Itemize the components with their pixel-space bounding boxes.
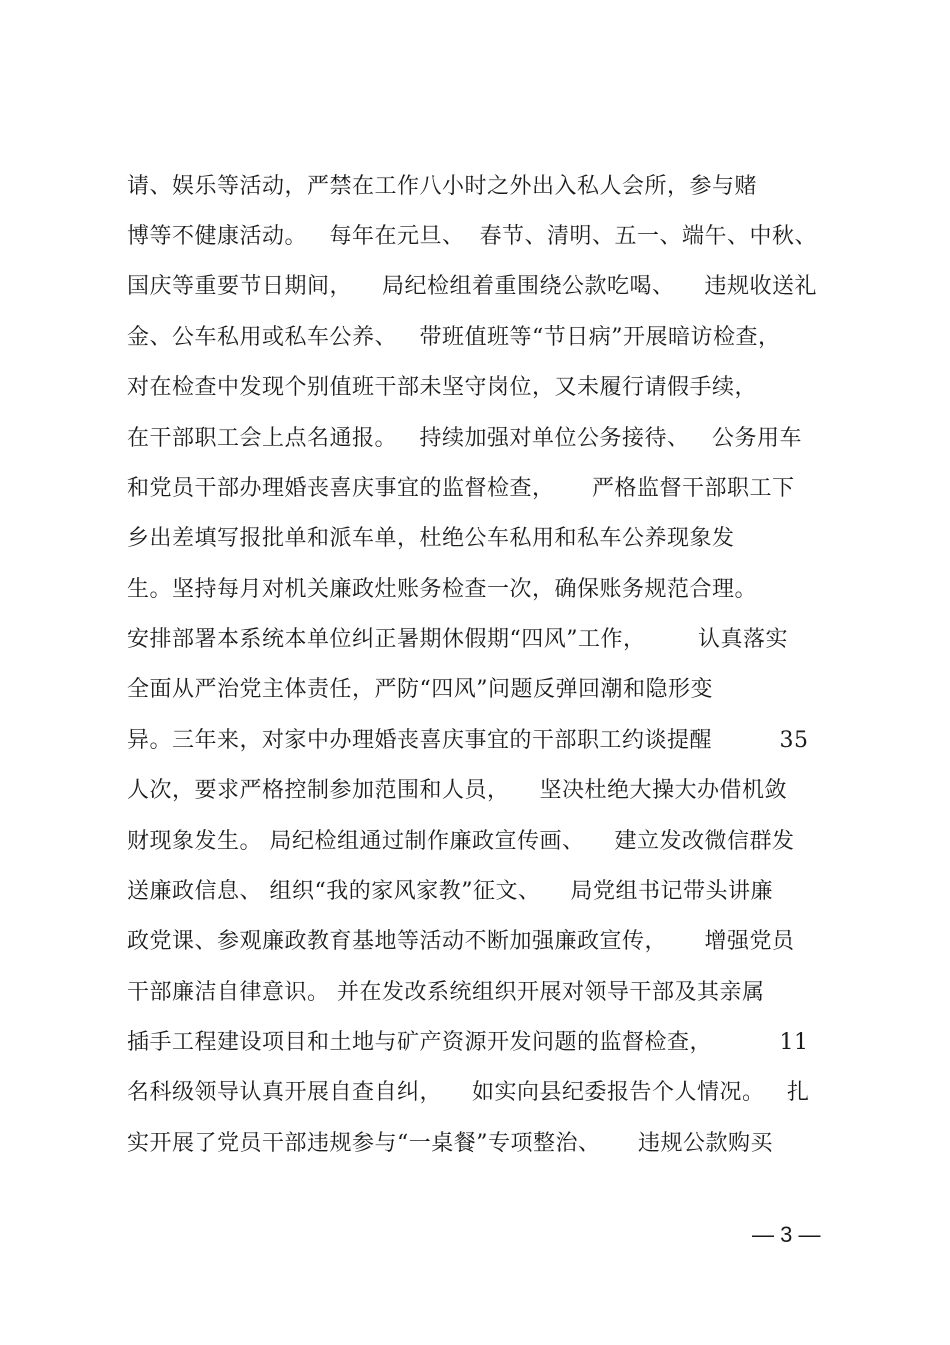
text-line: 安排部署本系统本单位纠正暑期休假期“四风”工作， 认真落实	[127, 627, 788, 652]
text-line: 国庆等重要节日期间， 局纪检组着重围绕公款吃喝、 违规收送礼	[127, 274, 817, 299]
page-number: — 3 —	[752, 1222, 821, 1247]
text-line: 财现象发生。 局纪检组通过制作廉政宣传画、 建立发改微信群发	[127, 829, 795, 854]
text-line: 异。三年来，对家中办理婚丧喜庆事宜的干部职工约谈提醒 35	[127, 728, 809, 753]
text-line: 生。坚持每月对机关廉政灶账务检查一次，确保账务规范合理。	[127, 577, 758, 602]
text-line: 在干部职工会上点名通报。 持续加强对单位公务接待、 公务用车	[127, 426, 802, 451]
text-line: 名科级领导认真开展自查自纠， 如实向县纪委报告个人情况。 扎	[127, 1080, 810, 1105]
text-line: 干部廉洁自律意识。 并在发改系统组织开展对领导干部及其亲属	[127, 980, 765, 1005]
text-line: 和党员干部办理婚丧喜庆事宜的监督检查， 严格监督干部职工下	[127, 476, 795, 501]
text-line: 人次，要求严格控制参加范围和人员， 坚决杜绝大操大办借机敛	[127, 778, 787, 803]
text-line: 请、娱乐等活动，严禁在工作八小时之外出入私人会所，参与赌	[127, 174, 758, 199]
text-line: 对在检查中发现个别值班干部未坚守岗位，又未履行请假手续，	[127, 375, 758, 400]
text-line: 插手工程建设项目和土地与矿产资源开发问题的监督检查， 11	[127, 1030, 809, 1055]
text-line: 金、公车私用或私车公养、 带班值班等“节日病”开展暗访检查，	[127, 325, 781, 350]
text-line: 送廉政信息、 组织“我的家风家教”征文、 局党组书记带头讲廉	[127, 879, 773, 904]
text-line: 全面从严治党主体责任，严防“四风”问题反弹回潮和隐形变	[127, 677, 713, 702]
text-line: 实开展了党员干部违规参与“一桌餐”专项整治、 违规公款购买	[127, 1131, 773, 1156]
text-line: 政党课、参观廉政教育基地等活动不断加强廉政宣传， 增强党员	[127, 929, 795, 954]
text-line: 博等不健康活动。 每年在元旦、 春节、清明、五一、端午、中秋、	[127, 224, 817, 249]
text-line: 乡出差填写报批单和派车单，杜绝公车私用和私车公养现象发	[127, 526, 735, 551]
